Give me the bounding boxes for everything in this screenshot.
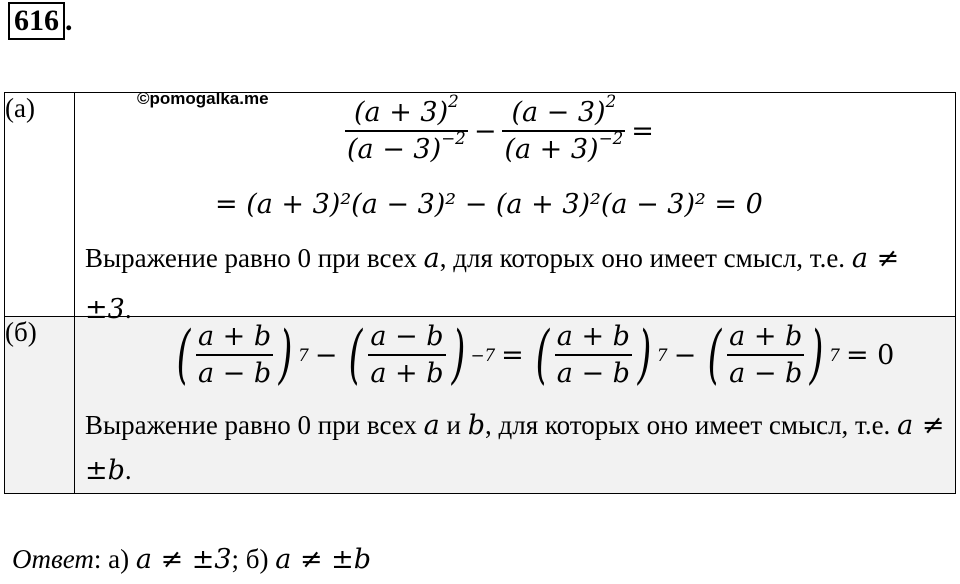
- fb1-denominator: a − b: [196, 354, 273, 389]
- part-content-a: [75, 89, 956, 325]
- fb3-numerator: a + b: [556, 321, 630, 352]
- fraction-b3: [555, 321, 632, 389]
- frac2-numerator: (a − 3): [511, 97, 606, 128]
- explanation-a-before: Выражение равно 0 при всех: [85, 243, 424, 273]
- table-row: [5, 93, 956, 317]
- fb2-numerator: a − b: [370, 321, 444, 352]
- fraction-b4: [727, 321, 804, 389]
- frac2-numerator-exp: 2: [605, 90, 617, 111]
- frac1-numerator: (a + 3): [354, 97, 449, 128]
- problem-number-box: 616: [8, 2, 65, 40]
- explanation-a-var: a: [423, 243, 440, 274]
- equation-a-line2: = (a + 3)²(a − 3)² − (a + 3)²(a − 3)² = 0: [215, 189, 763, 220]
- frac2-denominator-exp: −2: [598, 127, 624, 148]
- equation-a-line1: [345, 90, 654, 165]
- fraction-2: [502, 90, 625, 165]
- answer-separator: ; б): [231, 544, 276, 574]
- equals-sign: =: [631, 115, 654, 147]
- problem-number-dot: .: [65, 4, 73, 37]
- explanation-b-and: и: [439, 410, 468, 440]
- part-content-b: [75, 317, 956, 494]
- equals-sign-b: =: [501, 339, 524, 371]
- minus-sign-b2: −: [673, 339, 697, 371]
- table-row: [5, 317, 956, 494]
- problem-number: [8, 2, 73, 40]
- minus-sign: −: [473, 115, 497, 147]
- explanation-b-after: , для которых оно имеет смысл, т.е.: [485, 410, 898, 440]
- explanation-b-before: Выражение равно 0 при всех: [85, 410, 424, 440]
- answer-line: [12, 544, 371, 575]
- answer-label: Ответ: [12, 544, 94, 574]
- fb2-denominator: a + b: [368, 354, 445, 389]
- fraction-1: [345, 90, 468, 165]
- fb1-numerator: a + b: [197, 321, 272, 352]
- fb4-denominator: a − b: [727, 354, 804, 389]
- explanation-b-var-b: b: [467, 410, 486, 441]
- explanation-b-var-a: a: [423, 410, 440, 441]
- answer-part-a-prefix: : а): [93, 544, 136, 574]
- fb3-denominator: a − b: [555, 354, 632, 389]
- frac1-denominator-exp: −2: [441, 127, 466, 148]
- part-label-a: (а): [5, 93, 75, 317]
- condition-b: a ≠ ±b: [85, 410, 945, 486]
- explanation-a-after: , для которых оно имеет смысл, т.е.: [439, 243, 852, 273]
- fb4-numerator: a + b: [729, 321, 803, 352]
- solution-table: [4, 89, 956, 494]
- frac1-numerator-exp: 2: [448, 90, 459, 111]
- explanation-b-end: .: [124, 455, 132, 485]
- frac2-denominator: (a + 3): [504, 134, 599, 165]
- answer-b: a ≠ ±b: [275, 544, 372, 575]
- equation-b: ( $\frac{a + b}{a - b}$ ) 7 − ( $\frac{a - b}{a + b}$ ) −7 = ( $\frac{a + b}{a - b}$ ) 7 − ( $\frac{a + b}{a - b}$ ) 7 = 0: [176, 318, 895, 392]
- condition-a: a ≠ ±3: [85, 243, 900, 325]
- answer-a: a ≠ ±3: [135, 544, 232, 575]
- frac1-denominator: (a − 3): [347, 134, 442, 165]
- minus-sign-b1: −: [314, 339, 338, 371]
- explanation-b: [85, 403, 945, 493]
- fraction-b2: [368, 321, 445, 389]
- explanation-a-end: .: [124, 294, 132, 324]
- fraction-b1: [196, 321, 273, 389]
- part-label-b: (б): [5, 317, 75, 494]
- watermark: ©pomogalka.me: [137, 89, 269, 108]
- result-b: = 0: [845, 339, 895, 371]
